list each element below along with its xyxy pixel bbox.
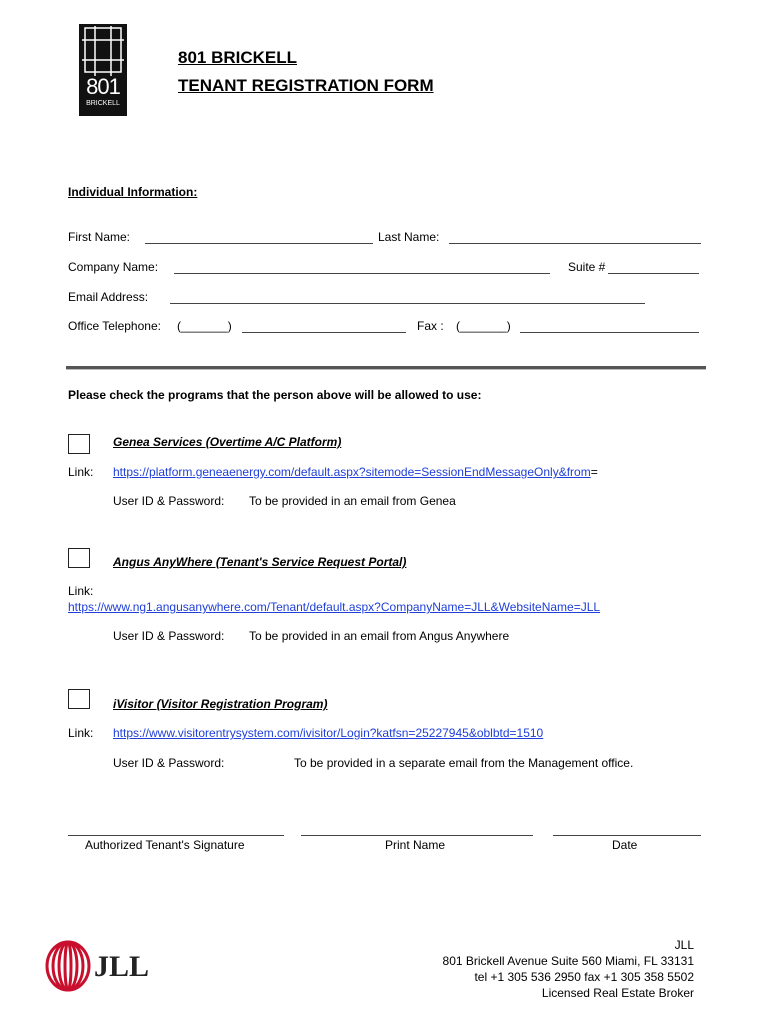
footer-phone: tel +1 305 536 2950 fax +1 305 358 5502 (474, 970, 694, 984)
fax-number-field[interactable] (520, 332, 699, 333)
print-name-field[interactable] (301, 835, 533, 836)
building-logo (79, 24, 127, 116)
genea-link-label: Link: (68, 465, 94, 479)
signature-field[interactable] (68, 835, 284, 836)
section-divider (66, 366, 706, 370)
footer-address: 801 Brickell Avenue Suite 560 Miami, FL 33131 (442, 954, 694, 968)
last-name-label: Last Name: (378, 230, 440, 244)
genea-program-title: Genea Services (Overtime A/C Platform) (113, 435, 342, 449)
genea-credentials-value: To be provided in an email from Genea (249, 494, 456, 508)
ivisitor-link-label: Link: (68, 726, 94, 740)
genea-link[interactable]: https://platform.geneaenergy.com/default.aspx?sitemode=SessionEndMessageOnly&from (113, 465, 591, 479)
company-name-field[interactable] (174, 273, 550, 274)
print-name-label: Print Name (385, 838, 446, 852)
last-name-field[interactable] (449, 243, 701, 244)
signature-label: Authorized Tenant's Signature (85, 838, 245, 852)
first-name-field[interactable] (145, 243, 373, 244)
footer-license: Licensed Real Estate Broker (541, 986, 694, 1000)
company-name-label: Company Name: (68, 260, 159, 274)
genea-credentials-label: User ID & Password: (113, 494, 225, 508)
angus-link[interactable]: https://www.ng1.angusanywhere.com/Tenant/default.aspx?CompanyName=JLL&WebsiteName=JLL (68, 600, 601, 614)
suite-field[interactable] (608, 273, 699, 274)
footer-block (443, 937, 694, 1001)
angus-link-label: Link: (68, 584, 94, 598)
genea-checkbox[interactable] (68, 434, 90, 454)
angus-program-title: Angus AnyWhere (Tenant's Service Request Portal) (113, 555, 407, 569)
ivisitor-link[interactable]: https://www.visitorentrysystem.com/ivisitor/Login?katfsn=25227945&oblbtd=1510 (113, 726, 544, 740)
genea-link-suffix: = (590, 465, 598, 479)
email-label: Email Address: (68, 290, 149, 304)
fax-label: Fax : (417, 319, 444, 333)
ivisitor-checkbox[interactable] (68, 689, 90, 709)
ivisitor-program-title: iVisitor (Visitor Registration Program) (113, 697, 328, 711)
angus-checkbox[interactable] (68, 548, 90, 568)
form-title-line2: TENANT REGISTRATION FORM (178, 76, 434, 95)
ivisitor-credentials-value: To be provided in a separate email from the Management office. (294, 756, 634, 770)
angus-credentials-label: User ID & Password: (113, 629, 225, 643)
angus-credentials-value: To be provided in an email from Angus Anywhere (249, 629, 510, 643)
logo-number: 801 (86, 74, 120, 99)
jll-logo-text: JLL (94, 950, 150, 983)
genea-link-row (113, 465, 598, 479)
ivisitor-credentials-label: User ID & Password: (113, 756, 225, 770)
jll-flame-icon (44, 940, 92, 992)
phone-number-field[interactable] (242, 332, 406, 333)
footer-company: JLL (674, 938, 694, 952)
programs-heading: Please check the programs that the person above will be allowed to use: (68, 388, 482, 402)
first-name-label: First Name: (68, 230, 131, 244)
suite-label: Suite # (568, 260, 606, 274)
jll-logo (44, 940, 154, 992)
date-field[interactable] (553, 835, 701, 836)
logo-word: BRICKELL (86, 100, 120, 107)
email-field[interactable] (170, 303, 645, 304)
individual-heading: Individual Information: (68, 185, 198, 199)
office-telephone-label: Office Telephone: (68, 319, 161, 333)
phone-area-code[interactable]: (_______) (177, 319, 232, 333)
form-title-line1: 801 BRICKELL (178, 48, 298, 67)
fax-area-code[interactable]: (_______) (456, 319, 511, 333)
date-label: Date (612, 838, 638, 852)
